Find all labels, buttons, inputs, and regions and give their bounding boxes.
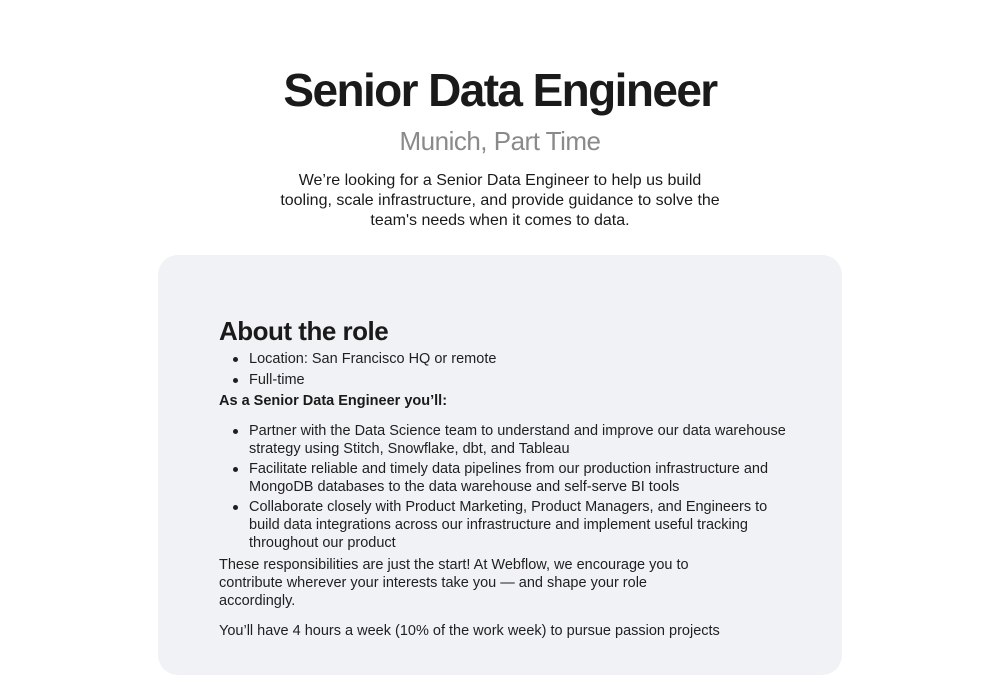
- list-item-text: Collaborate closely with Product Marketing, Product Managers, and Engineers to build data integrations across our infrastructure and implement useful tracking throughout our product: [249, 499, 768, 551]
- list-item: [219, 498, 789, 552]
- role-basics-list: [219, 350, 789, 389]
- job-intro: We’re looking for a Senior Data Engineer to help us build tooling, scale infrastructure, and provide guidance to solve the team's needs when it comes to data.: [280, 172, 720, 229]
- bullet-icon: [233, 429, 238, 434]
- responsibilities-lead: As a Senior Data Engineer you’ll:: [219, 393, 448, 409]
- job-location-type: Munich, Part Time: [399, 126, 601, 156]
- list-item: [219, 350, 789, 368]
- bullet-icon: [233, 467, 238, 472]
- page-title: Senior Data Engineer: [283, 64, 717, 116]
- bullet-icon: [233, 505, 238, 510]
- responsibilities-note: These responsibilities are just the start! At Webflow, we encourage you to contribute wherever your interests take you — and shape your role accordingly.: [219, 557, 689, 609]
- bullet-icon: [233, 357, 238, 362]
- job-details-card: [158, 255, 842, 675]
- list-item: [219, 371, 789, 389]
- list-item-text: Location: San Francisco HQ or remote: [249, 351, 497, 367]
- list-item-text: Facilitate reliable and timely data pipelines from our production infrastructure and MongoDB databases to the data warehouse and self-serve BI tools: [249, 461, 769, 495]
- list-item: [219, 422, 789, 458]
- passion-projects-note: You’ll have 4 hours a week (10% of the work week) to pursue passion projects: [219, 623, 720, 639]
- section-heading: About the role: [219, 316, 389, 346]
- list-item-text: Full-time: [249, 372, 305, 388]
- list-item: [219, 460, 789, 496]
- about-role-section: [219, 313, 789, 640]
- bullet-icon: [233, 378, 238, 383]
- list-item-text: Partner with the Data Science team to understand and improve our data warehouse strategy using Stitch, Snowflake, dbt, and Tableau: [249, 423, 786, 457]
- responsibilities-list: [219, 422, 789, 552]
